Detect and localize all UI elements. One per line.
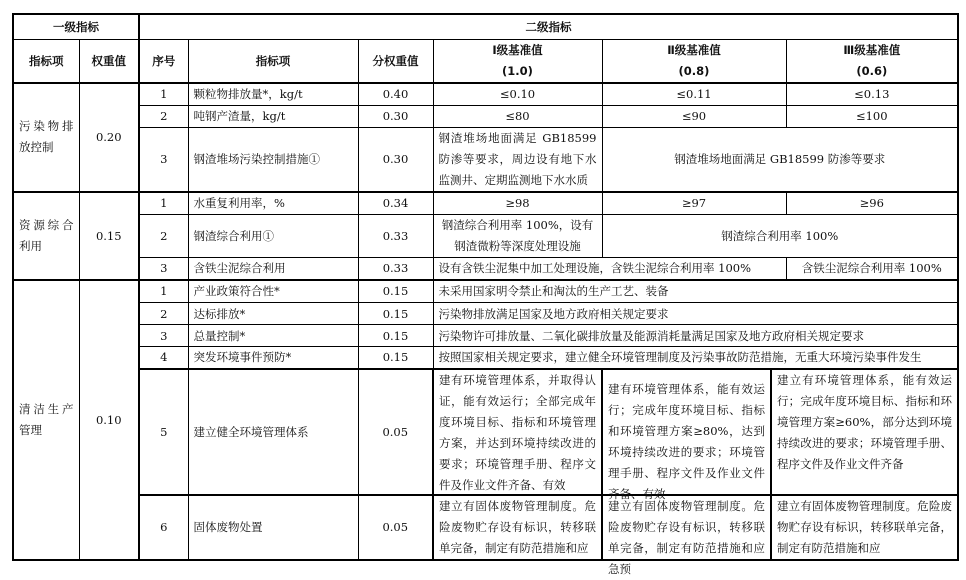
header-level2: 二级指标 bbox=[139, 14, 958, 39]
group-weight: 0.15 bbox=[79, 192, 139, 280]
value-level-II: ≤90 bbox=[602, 105, 786, 127]
evaluation-index-table bbox=[12, 13, 959, 576]
table-row bbox=[13, 303, 958, 325]
value-level-II bbox=[602, 369, 771, 501]
value-level-II: ≥97 bbox=[602, 192, 786, 215]
value-level-II-III: 钢渣综合利用率 100% bbox=[602, 215, 958, 258]
value-level-III: ≥96 bbox=[786, 192, 958, 215]
value-text: 建有环境管理体系，并取得认证，能有效运行；全部完成年度环境目标、指标和环境管理方案，并达到环境持续改进的要求；环境管理手册、程序文件及作业文件齐备、有效 bbox=[439, 372, 596, 492]
item-weight: 0.15 bbox=[358, 303, 433, 325]
item-no: 3 bbox=[139, 325, 188, 347]
item-name: 钢渣综合利用① bbox=[188, 215, 358, 258]
value-text: 建立有固体废物管理制度。危险废物贮存设有标识，转移联单完备，制定有防范措施和应急预 bbox=[608, 498, 765, 576]
item-name: 达标排放* bbox=[188, 303, 358, 325]
item-no: 2 bbox=[139, 215, 188, 258]
header-indicator: 指标项 bbox=[13, 39, 79, 83]
header-sub-indicator: 指标项 bbox=[188, 39, 358, 83]
level-III-score: (0.6) bbox=[856, 63, 888, 78]
table-row bbox=[13, 325, 958, 347]
table-row bbox=[13, 495, 958, 560]
value-level-III: 含铁尘泥综合利用率 100% bbox=[786, 258, 958, 280]
item-no: 1 bbox=[139, 83, 188, 105]
item-weight: 0.33 bbox=[358, 215, 433, 258]
level-I-label: Ⅰ级基准值 bbox=[492, 42, 543, 57]
item-weight: 0.40 bbox=[358, 83, 433, 105]
item-no: 3 bbox=[139, 127, 188, 192]
level-I-score: (1.0) bbox=[502, 63, 533, 78]
header-level1: 一级指标 bbox=[13, 14, 139, 39]
item-name: 建立健全环境管理体系 bbox=[188, 369, 358, 495]
item-weight: 0.30 bbox=[358, 105, 433, 127]
value-level-III bbox=[771, 369, 958, 495]
header-weight: 权重值 bbox=[79, 39, 139, 83]
table-row bbox=[13, 127, 958, 192]
value-level-III: ≤0.13 bbox=[786, 83, 958, 105]
item-no: 1 bbox=[139, 192, 188, 215]
table-row bbox=[13, 258, 958, 280]
value-level-II bbox=[602, 495, 771, 576]
item-no: 4 bbox=[139, 347, 188, 369]
item-no: 2 bbox=[139, 105, 188, 127]
item-name: 钢渣堆场污染控制措施① bbox=[188, 127, 358, 192]
item-name: 水重复利用率，% bbox=[188, 192, 358, 215]
item-name: 突发环境事件预防* bbox=[188, 347, 358, 369]
table-row bbox=[13, 105, 958, 127]
item-name: 颗粒物排放量*，kg/t bbox=[188, 83, 358, 105]
value-all-levels: 未采用国家明令禁止和淘汰的生产工艺、装备 bbox=[433, 280, 958, 303]
group-name: 污染物排放控制 bbox=[13, 83, 79, 192]
value-level-I: 钢渣综合利用率 100%，设有钢渣微粉等深度处理设施 bbox=[433, 215, 602, 258]
group-weight: 0.10 bbox=[79, 280, 139, 560]
value-all-levels: 污染物许可排放量、二氧化碳排放量及能源消耗量满足国家及地方政府相关规定要求 bbox=[433, 325, 958, 347]
value-level-III bbox=[771, 495, 958, 560]
item-weight: 0.05 bbox=[358, 369, 433, 495]
item-no: 2 bbox=[139, 303, 188, 325]
table-row bbox=[13, 347, 958, 369]
value-level-I bbox=[433, 495, 602, 560]
header-level-I bbox=[433, 39, 602, 83]
value-level-I: 钢渣堆场地面满足 GB18599 防渗等要求，周边设有地下水监测井、定期监测地下水水质 bbox=[433, 127, 602, 192]
value-all-levels: 污染物排放满足国家及地方政府相关规定要求 bbox=[433, 303, 958, 325]
item-name: 产业政策符合性* bbox=[188, 280, 358, 303]
value-text: 建立有固体废物管理制度。危险废物贮存设有标识，转移联单完备，制定有防范措施和应 bbox=[439, 498, 596, 555]
header-level-II bbox=[602, 39, 786, 83]
item-weight: 0.15 bbox=[358, 280, 433, 303]
item-no: 5 bbox=[139, 369, 188, 495]
value-text: 建立有固体废物管理制度。危险废物贮存设有标识，转移联单完备，制定有防范措施和应 bbox=[777, 498, 953, 555]
item-weight: 0.15 bbox=[358, 347, 433, 369]
item-weight: 0.05 bbox=[358, 495, 433, 560]
table-row bbox=[13, 369, 958, 495]
table-row bbox=[13, 280, 958, 303]
table-row bbox=[13, 83, 958, 105]
value-text: 建立有环境管理体系，能有效运行；完成年度环境目标、指标和环境管理方案≥60%，部分达到环境持续改进的要求；环境管理手册、程序文件及作业文件齐备 bbox=[777, 372, 953, 471]
level-II-score: (0.8) bbox=[678, 63, 710, 78]
value-level-I-II: 设有含铁尘泥集中加工处理设施，含铁尘泥综合利用率 100% bbox=[433, 258, 786, 280]
value-level-I: ≤80 bbox=[433, 105, 602, 127]
value-level-II: ≤0.11 bbox=[602, 83, 786, 105]
header-sub-weight: 分权重值 bbox=[358, 39, 433, 83]
header-no: 序号 bbox=[139, 39, 188, 83]
item-weight: 0.34 bbox=[358, 192, 433, 215]
item-name: 吨钢产渣量，kg/t bbox=[188, 105, 358, 127]
group-name: 清洁生产管理 bbox=[13, 280, 79, 560]
value-level-II-III: 钢渣堆场地面满足 GB18599 防渗等要求 bbox=[602, 127, 958, 192]
item-no: 3 bbox=[139, 258, 188, 280]
value-text: 建有环境管理体系，能有效运行；完成年度环境目标、指标和环境管理方案≥80%，达到环境持续改进的要求；环境管理手册、程序文件及作业文件齐备、有效 bbox=[608, 382, 765, 501]
value-all-levels: 按照国家相关规定要求，建立健全环境管理制度及污染事故防范措施，无重大环境污染事件发生 bbox=[433, 347, 958, 369]
group-weight: 0.20 bbox=[79, 83, 139, 192]
item-name: 含铁尘泥综合利用 bbox=[188, 258, 358, 280]
level-III-label: Ⅲ级基准值 bbox=[843, 42, 901, 57]
item-name: 总量控制* bbox=[188, 325, 358, 347]
group-name: 资源综合利用 bbox=[13, 192, 79, 280]
item-no: 1 bbox=[139, 280, 188, 303]
table-row bbox=[13, 215, 958, 258]
item-weight: 0.33 bbox=[358, 258, 433, 280]
value-level-I: ≥98 bbox=[433, 192, 602, 215]
value-level-I bbox=[433, 369, 602, 495]
level-II-label: Ⅱ级基准值 bbox=[667, 42, 721, 57]
value-level-III: ≤100 bbox=[786, 105, 958, 127]
item-weight: 0.30 bbox=[358, 127, 433, 192]
item-name: 固体废物处置 bbox=[188, 495, 358, 560]
item-no: 6 bbox=[139, 495, 188, 560]
item-weight: 0.15 bbox=[358, 325, 433, 347]
value-level-I: ≤0.10 bbox=[433, 83, 602, 105]
table-row bbox=[13, 192, 958, 215]
header-level-III bbox=[786, 39, 958, 83]
